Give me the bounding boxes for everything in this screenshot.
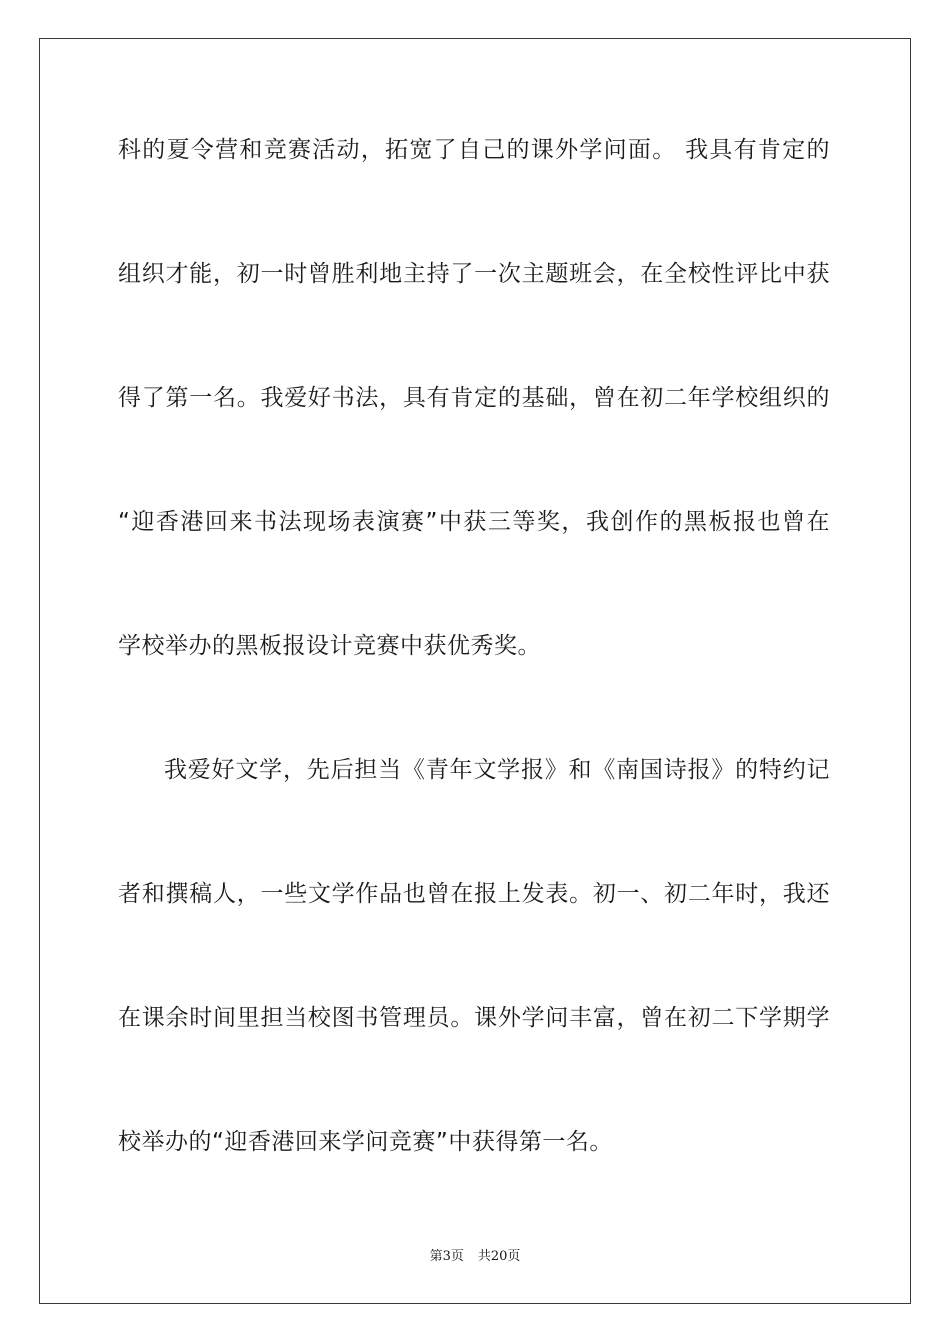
paragraph-first-line: 我爱好文学，先后担当《青年文学报》和《南国诗报》的特约记 bbox=[164, 757, 830, 783]
body-text-line: 学校举办的黑板报设计竞赛中获优秀奖。 bbox=[118, 633, 541, 659]
body-text-line: 者和撰稿人，一些文学作品也曾在报上发表。初一、初二年时，我还 bbox=[118, 881, 830, 907]
body-text-line: 在课余时间里担当校图书管理员。课外学问丰富，曾在初二下学期学 bbox=[118, 1005, 830, 1031]
body-text-line: “迎香港回来书法现场表演赛”中获三等奖，我创作的黑板报也曾在 bbox=[118, 509, 830, 535]
page-border bbox=[39, 38, 911, 1304]
body-text-line: 科的夏令营和竞赛活动，拓宽了自己的课外学问面。 我具有肯定的 bbox=[118, 137, 830, 163]
body-text-line: 组织才能，初一时曾胜利地主持了一次主题班会，在全校性评比中获 bbox=[118, 261, 830, 287]
page-number: 第3页 bbox=[429, 1249, 464, 1264]
page-footer bbox=[0, 1248, 950, 1266]
body-text-line: 得了第一名。我爱好书法，具有肯定的基础，曾在初二年学校组织的 bbox=[118, 385, 830, 411]
page-total: 共20页 bbox=[477, 1249, 521, 1264]
body-text-line: 校举办的“迎香港回来学问竞赛”中获得第一名。 bbox=[118, 1129, 613, 1155]
